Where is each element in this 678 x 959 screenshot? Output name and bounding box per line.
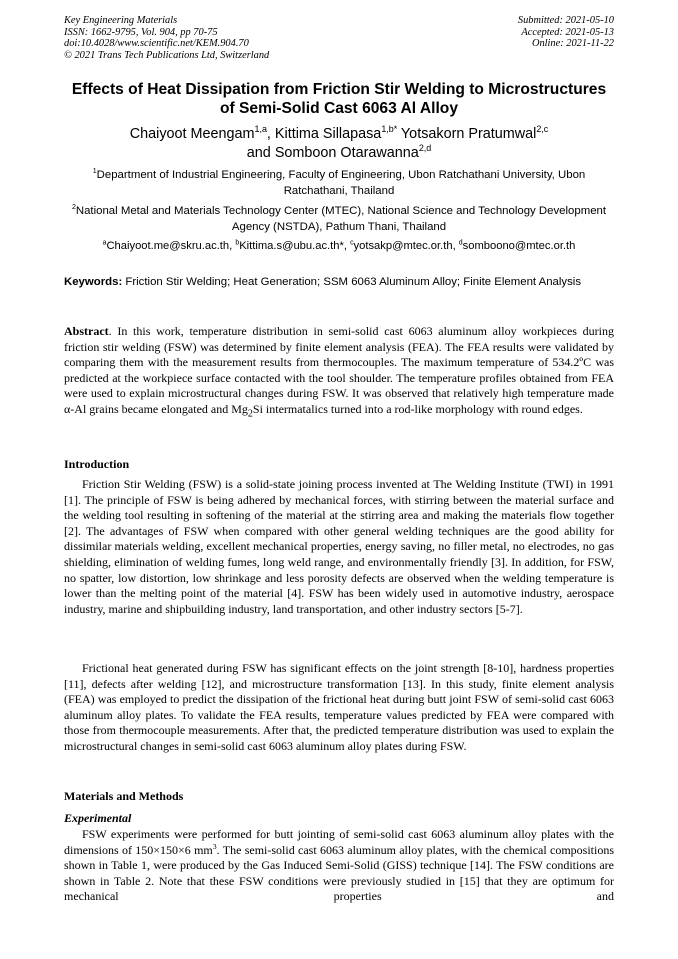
author-sup: 2,c — [536, 124, 549, 135]
affiliation-sup: 2 — [71, 204, 76, 212]
author-and: and — [246, 145, 275, 161]
email-sup: c — [350, 239, 354, 247]
email-sup: d — [458, 239, 463, 247]
affiliation-2 — [64, 203, 614, 235]
journal-info — [64, 15, 269, 61]
author-separator: , — [266, 126, 275, 142]
paragraph-text: Friction Stir Welding (FSW) is a solid-state joining process invented at The Welding Institute (TWI) in 1991 [1]. The principle of FSW is being adhered by mechanical forces, with stirring between the material surface and the welding tool resulting in softening of the material at the stirring area and making the materials flow together [2]. The advantages of FSW when compared with other general welding techniques are the good ability for dissimilar materials welding, excellent mechanical properties, energy saving, no filler metal, no electrodes, no gas shielding, elimination of welding fumes, long weld range, and environmentally friendly [3]. In addition, for FSW, no spatter, low distortion, low shrinkage and less porosity defects are observed when the welding temperature is lower than the melting point of the material [4]. FSW has been widely used in automotive industry, aerospace industry, marine and shipbuilding industry, land transportation, and other industry sectors [5-7]. — [64, 477, 614, 616]
email-link[interactable]: Chaiyoot.me@skru.ac.th, — [106, 240, 236, 252]
author-list — [60, 125, 618, 163]
keywords — [64, 275, 614, 290]
author-sup: 1,a — [254, 124, 267, 135]
author-name: Kittima Sillapasa — [274, 126, 382, 142]
paragraph-text: Frictional heat generated during FSW has significant effects on the joint strength [8-10], hardness properties [11], defects after welding [12], and microstructure transformation [13]. In this study, finite element analysis (FEA) was employed to predict the dissipation of the frictional heat during butt joint FSW of semi-solid cast 6063 aluminum alloy plates. To validate the FEA results, temperature values predicted by FEA were compared with those from thermocouple measurements. After that, the predicted temperature distribution was used to explain the microstructural changes in semi-solid cast 6063 aluminum alloy plates during FSW. — [64, 661, 614, 753]
journal-copyright: © 2021 Trans Tech Publications Ltd, Switzerland — [64, 49, 270, 61]
abstract — [64, 324, 614, 422]
email-list — [60, 239, 618, 254]
date-accepted: Accepted: 2021-05-13 — [521, 26, 614, 38]
journal-doi[interactable]: doi:10.4028/www.scientific.net/KEM.904.70 — [64, 38, 249, 50]
title-line-1: Effects of Heat Dissipation from Friction Stir Welding to Microstructures — [71, 81, 607, 98]
email-link[interactable]: yotsakp@mtec.or.th, — [353, 240, 459, 252]
date-online: Online: 2021-11-22 — [531, 38, 614, 50]
author-name: Yotsakorn Pratumwal — [397, 126, 537, 142]
publication-dates — [518, 15, 614, 50]
abstract-label: Abstract — [64, 324, 109, 338]
author-line-1 — [60, 125, 618, 144]
paragraph-text-start: FSW experiments were performed for butt jointing of semi-solid cast 6063 aluminum alloy plates with the dimensions of 150×150×6 mm — [64, 827, 614, 857]
email-sup: a — [102, 239, 107, 247]
affiliation-sup: 1 — [92, 168, 97, 176]
methods-paragraph-1 — [64, 827, 614, 905]
paragraph-superscript: 3 — [212, 841, 217, 851]
section-heading-methods: Materials and Methods — [64, 789, 184, 803]
author-name: Somboon Otarawanna — [274, 145, 419, 161]
abstract-subscript: 2 — [247, 408, 253, 420]
author-sup: 1,b* — [381, 124, 398, 135]
introduction-paragraph-1 — [64, 477, 614, 617]
abstract-text: . In this work, temperature distribution in semi-solid cast 6063 aluminum alloy workpieces during friction stir welding (FSW) was determined by finite element analysis (FEA). The FEA results were validated by comparing them with the measurement results from thermocouples. The maximum temperature of 534.2ºC was predicted at the workpiece surface contacted with the tool shoulder. The temperature profiles obtained from FEA were used to explain microstructural changes during FSW. It was observed that relatively high temperature made α-Al grains became elongated and Mg — [64, 324, 614, 416]
abstract-text-end: Si intermatalics turned into a rod-like morphology with round edges. — [252, 401, 583, 416]
paragraph-text — [64, 827, 614, 905]
author-name: Chaiyoot Meengam — [129, 126, 255, 142]
introduction-paragraph-2 — [64, 661, 614, 755]
author-sup: 2,d — [418, 143, 432, 154]
author-line-2 — [60, 144, 618, 163]
keywords-text: Friction Stir Welding; Heat Generation; SSM 6063 Aluminum Alloy; Finite Element Analysis — [122, 276, 582, 288]
journal-issn: ISSN: 1662-9795, Vol. 904, pp 70-75 — [64, 26, 218, 38]
affiliation-1 — [64, 167, 614, 199]
paper-title — [60, 80, 618, 118]
affiliation-text: Department of Industrial Engineering, Faculty of Engineering, Ubon Ratchathani University, Ubon Ratchathani, Thailand — [96, 169, 586, 197]
title-line-2: of Semi-Solid Cast 6063 Al Alloy — [219, 100, 458, 117]
date-submitted: Submitted: 2021-05-10 — [517, 15, 614, 26]
paragraph-text-end: . The semi-solid cast 6063 aluminum alloy plates, with the chemical compositions shown in Table 1, were produced by the Gas Induced Semi-Solid (GISS) technique [14]. The FSW conditions are shown in Table 2. Note that these FSW conditions were previously studied in [15] that they are optimum for mechanical properties and — [64, 842, 614, 904]
affiliation-text: National Metal and Materials Technology Center (MTEC), National Science and Technology Development Agency (NSTDA), Pathum Thani, Thailand — [75, 205, 607, 233]
section-heading-introduction: Introduction — [64, 457, 130, 471]
email-link[interactable]: Kittima.s@ubu.ac.th*, — [239, 240, 351, 252]
keywords-label: Keywords: — [64, 276, 123, 288]
email-sup: b — [235, 239, 240, 247]
journal-name: Key Engineering Materials — [64, 15, 178, 26]
email-link[interactable]: somboono@mtec.or.th — [462, 240, 576, 252]
subsection-heading-experimental: Experimental — [64, 811, 132, 825]
